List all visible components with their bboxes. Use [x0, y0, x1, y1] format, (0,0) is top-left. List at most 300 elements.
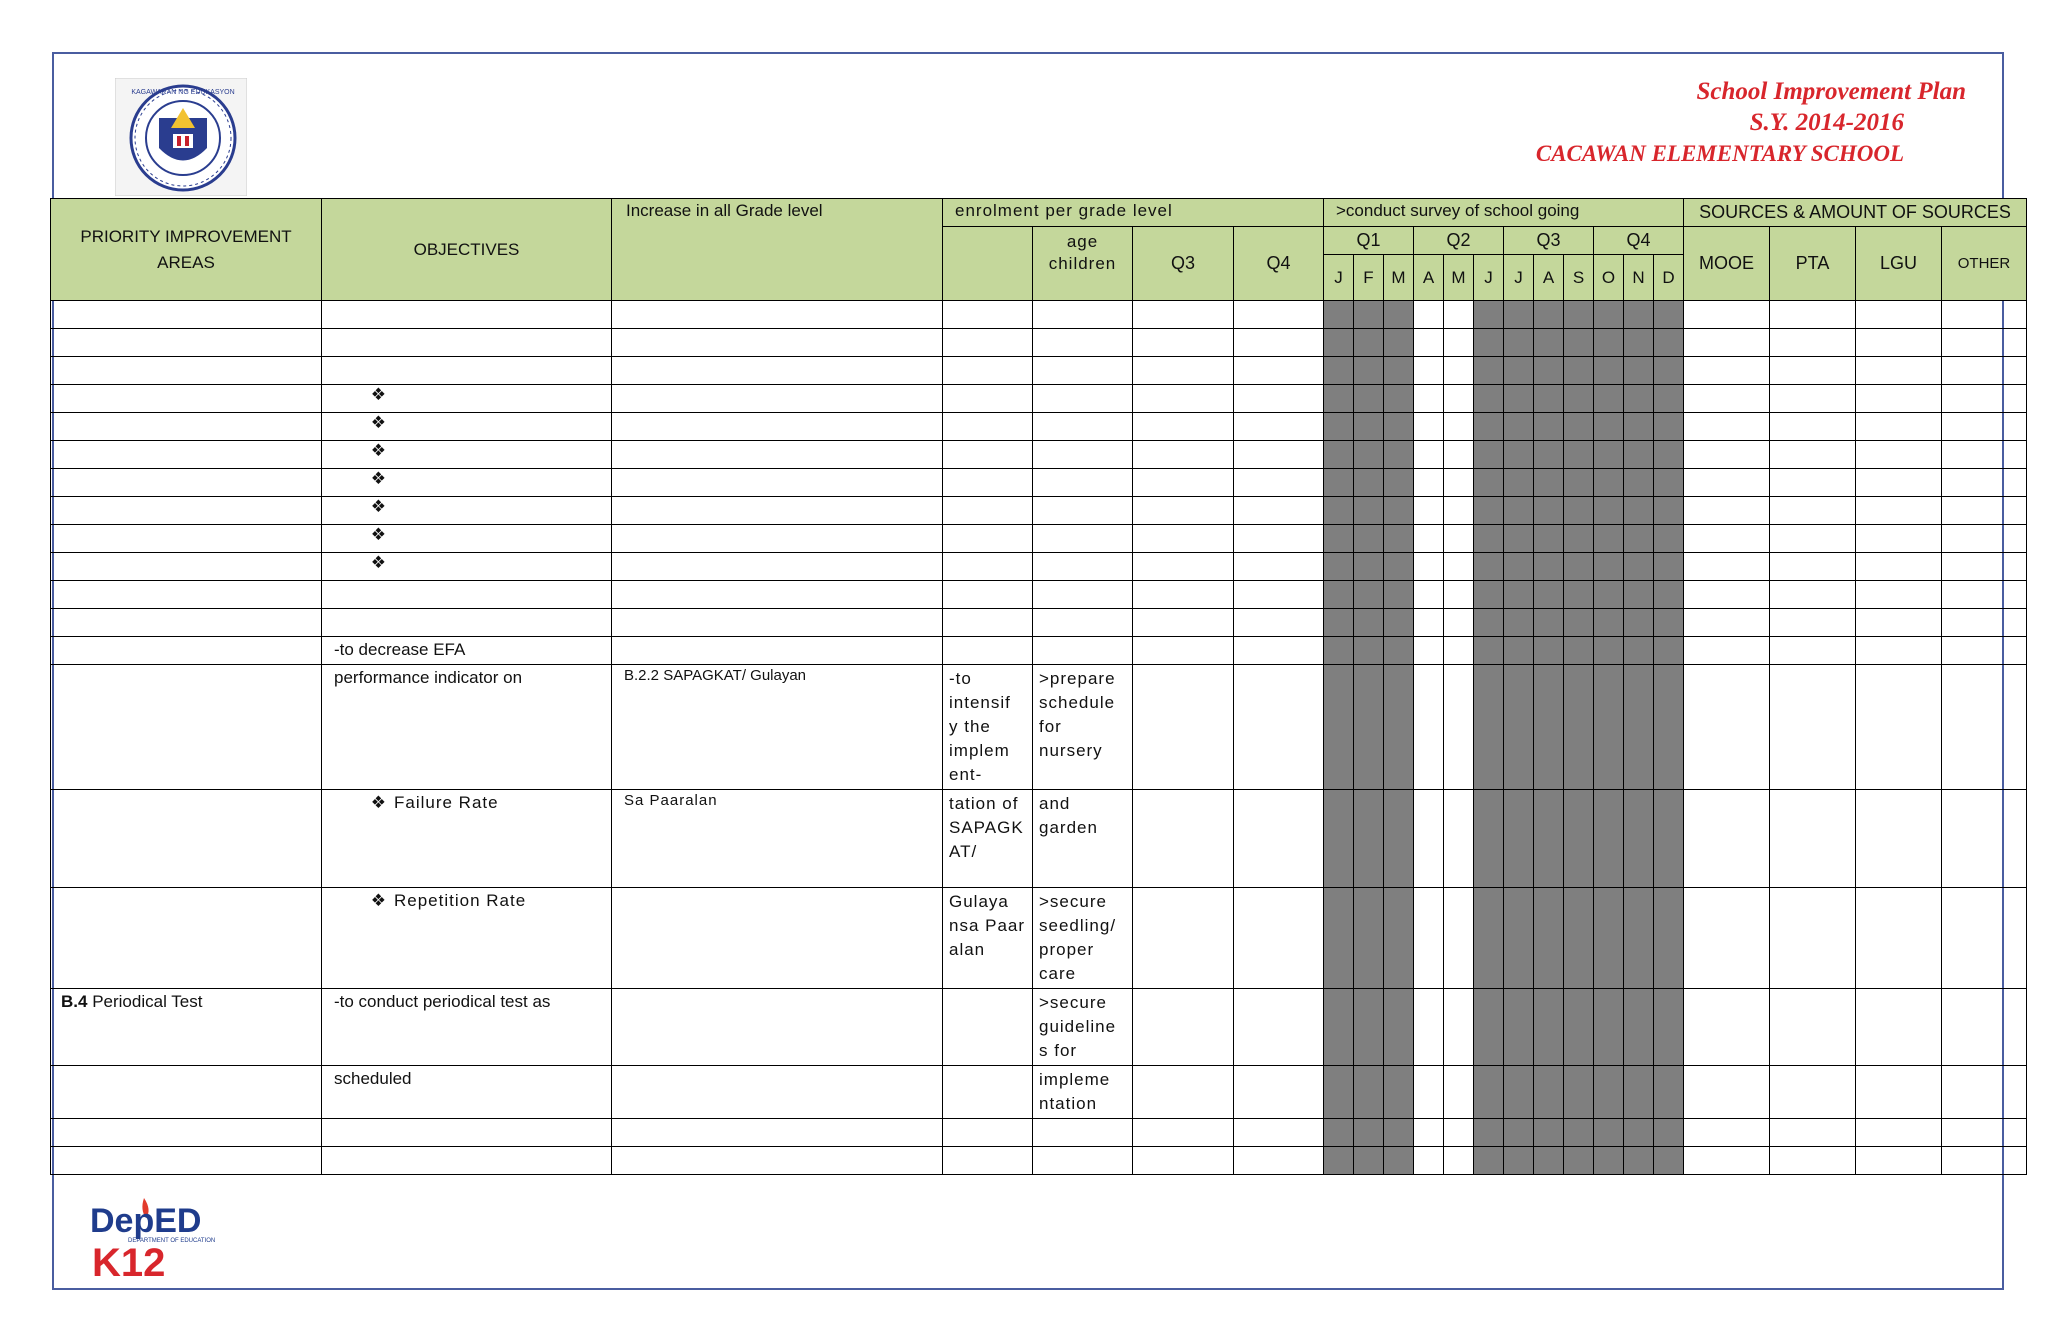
table-cell — [1414, 637, 1444, 665]
month-shaded-cell — [1654, 525, 1684, 553]
cell-sa-paaralan: Sa Paaralan — [624, 792, 718, 809]
month-shaded-cell — [1594, 385, 1624, 413]
month-shaded-cell — [1534, 790, 1564, 888]
month-shaded-cell — [1384, 329, 1414, 357]
month-shaded-cell — [1564, 441, 1594, 469]
table-cell — [1444, 469, 1474, 497]
month-shaded-cell — [1624, 441, 1654, 469]
month-shaded-cell — [1474, 385, 1504, 413]
table-cell — [1133, 357, 1234, 385]
month-shaded-cell — [1564, 1147, 1594, 1175]
table-cell — [1444, 385, 1474, 413]
table-cell — [51, 413, 322, 441]
table-row — [51, 637, 2027, 665]
table-cell — [1856, 888, 1942, 989]
month-shaded-cell — [1594, 888, 1624, 989]
month-shaded-cell — [1504, 1066, 1534, 1119]
table-cell — [1444, 525, 1474, 553]
month-shaded-cell — [1534, 469, 1564, 497]
month-shaded-cell — [1504, 888, 1534, 989]
month-shaded-cell — [1504, 665, 1534, 790]
table-cell — [51, 469, 322, 497]
month-shaded-cell — [1564, 329, 1594, 357]
table-row — [51, 553, 2027, 581]
month-shaded-cell — [1504, 525, 1534, 553]
month-shaded-cell — [1564, 553, 1594, 581]
table-cell — [1033, 609, 1133, 637]
header-mooe: MOOE — [1684, 227, 1770, 301]
table-cell — [322, 385, 612, 413]
month-shaded-cell — [1474, 469, 1504, 497]
month-shaded-cell — [1324, 1119, 1354, 1147]
month-shaded-cell — [1654, 1066, 1684, 1119]
header-month: J — [1504, 255, 1534, 301]
month-shaded-cell — [1594, 329, 1624, 357]
cell-activity-and-garden: and garden — [1033, 790, 1133, 888]
header-month: M — [1384, 255, 1414, 301]
month-shaded-cell — [1504, 637, 1534, 665]
table-cell — [1133, 1066, 1234, 1119]
table-cell — [1444, 888, 1474, 989]
table-cell — [322, 1147, 612, 1175]
month-shaded-cell — [1474, 1147, 1504, 1175]
table-cell — [1942, 888, 2027, 989]
table-cell — [1942, 385, 2027, 413]
table-cell — [322, 1066, 612, 1119]
month-shaded-cell — [1384, 790, 1414, 888]
table-cell — [1414, 581, 1444, 609]
month-shaded-cell — [1324, 989, 1354, 1066]
table-cell — [322, 413, 612, 441]
table-cell — [322, 497, 612, 525]
month-shaded-cell — [1384, 553, 1414, 581]
table-cell — [51, 1147, 322, 1175]
table-cell — [1942, 637, 2027, 665]
bullet-icon: ❖ — [370, 793, 386, 812]
table-cell — [322, 469, 612, 497]
month-shaded-cell — [1354, 441, 1384, 469]
table-cell — [1033, 357, 1133, 385]
table-cell — [1684, 665, 1770, 790]
header-conduct-survey: >conduct survey of school going — [1324, 199, 1684, 227]
header-month: F — [1354, 255, 1384, 301]
month-shaded-cell — [1534, 637, 1564, 665]
table-cell — [1414, 329, 1444, 357]
table-cell — [1033, 413, 1133, 441]
month-shaded-cell — [1384, 609, 1414, 637]
table-row — [51, 790, 2027, 888]
table-row — [51, 1066, 2027, 1119]
table-cell — [51, 888, 322, 989]
table-cell — [1133, 1147, 1234, 1175]
table-cell — [1942, 525, 2027, 553]
month-shaded-cell — [1624, 385, 1654, 413]
table-cell — [1234, 413, 1324, 441]
table-cell — [1234, 1147, 1324, 1175]
month-shaded-cell — [1654, 357, 1684, 385]
month-shaded-cell — [1654, 329, 1684, 357]
month-shaded-cell — [1474, 357, 1504, 385]
table-cell — [1770, 525, 1856, 553]
svg-text:KAGAWARAN NG EDUKASYON: KAGAWARAN NG EDUKASYON — [131, 89, 235, 96]
table-cell — [1033, 525, 1133, 553]
month-shaded-cell — [1324, 301, 1354, 329]
header-month: D — [1654, 255, 1684, 301]
table-row — [51, 413, 2027, 441]
table-cell — [1234, 609, 1324, 637]
objective-decrease-efa: -to decrease EFA — [334, 640, 466, 659]
table-cell — [1856, 441, 1942, 469]
table-cell — [1856, 1066, 1942, 1119]
month-shaded-cell — [1534, 329, 1564, 357]
table-cell — [1133, 637, 1234, 665]
table-row — [51, 581, 2027, 609]
table-cell — [1942, 553, 2027, 581]
table-cell — [1033, 329, 1133, 357]
table-cell — [322, 525, 612, 553]
header-age-children: age children — [1033, 227, 1133, 301]
month-shaded-cell — [1654, 989, 1684, 1066]
table-cell — [1856, 989, 1942, 1066]
table-cell — [1133, 497, 1234, 525]
table-cell — [1414, 301, 1444, 329]
month-shaded-cell — [1324, 581, 1354, 609]
month-shaded-cell — [1504, 1119, 1534, 1147]
table-cell — [612, 637, 943, 665]
month-shaded-cell — [1474, 989, 1504, 1066]
month-shaded-cell — [1654, 1119, 1684, 1147]
month-shaded-cell — [1564, 790, 1594, 888]
table-cell — [1942, 329, 2027, 357]
month-shaded-cell — [1654, 497, 1684, 525]
header-month: A — [1414, 255, 1444, 301]
table-cell — [1942, 1119, 2027, 1147]
table-cell — [1942, 441, 2027, 469]
month-shaded-cell — [1474, 790, 1504, 888]
month-shaded-cell — [1564, 413, 1594, 441]
table-cell — [322, 581, 612, 609]
month-shaded-cell — [1354, 329, 1384, 357]
table-cell — [1444, 581, 1474, 609]
month-shaded-cell — [1384, 301, 1414, 329]
table-cell — [1444, 497, 1474, 525]
table-cell — [1033, 301, 1133, 329]
table-cell — [612, 665, 943, 790]
table-row — [51, 525, 2027, 553]
month-shaded-cell — [1324, 441, 1354, 469]
table-cell — [51, 441, 322, 469]
table-cell — [51, 989, 322, 1066]
table-cell — [1444, 1147, 1474, 1175]
table-cell — [1133, 665, 1234, 790]
table-cell — [51, 553, 322, 581]
month-shaded-cell — [1564, 581, 1594, 609]
month-shaded-cell — [1504, 581, 1534, 609]
table-cell — [1770, 413, 1856, 441]
table-cell — [1444, 441, 1474, 469]
table-cell — [322, 357, 612, 385]
table-cell — [1234, 301, 1324, 329]
table-cell — [1684, 888, 1770, 989]
table-cell — [612, 1147, 943, 1175]
table-cell — [1033, 637, 1133, 665]
month-shaded-cell — [1354, 665, 1384, 790]
table-row — [51, 385, 2027, 413]
table-cell — [1856, 609, 1942, 637]
month-shaded-cell — [1564, 609, 1594, 637]
table-cell — [1033, 581, 1133, 609]
month-shaded-cell — [1474, 1119, 1504, 1147]
table-cell — [322, 329, 612, 357]
table-cell — [1770, 357, 1856, 385]
table-cell — [51, 329, 322, 357]
table-cell — [612, 525, 943, 553]
month-shaded-cell — [1474, 888, 1504, 989]
month-shaded-cell — [1324, 329, 1354, 357]
table-cell — [1856, 581, 1942, 609]
table-cell — [1770, 497, 1856, 525]
month-shaded-cell — [1594, 790, 1624, 888]
cell-activity-prepare-schedule: >prepare schedule for nursery — [1033, 665, 1133, 790]
cell-activity-secure-guidelines: >secure guideline s for — [1033, 989, 1133, 1066]
objective-performance-indicator: performance indicator on — [334, 668, 523, 687]
month-shaded-cell — [1474, 301, 1504, 329]
month-shaded-cell — [1594, 469, 1624, 497]
month-shaded-cell — [1384, 637, 1414, 665]
month-shaded-cell — [1384, 1119, 1414, 1147]
svg-text:DEPARTMENT OF EDUCATION: DEPARTMENT OF EDUCATION — [128, 1238, 216, 1244]
table-cell — [1234, 1119, 1324, 1147]
month-shaded-cell — [1594, 441, 1624, 469]
table-cell — [1942, 497, 2027, 525]
area-b4-periodical-test: Periodical Test — [92, 992, 203, 1011]
table-cell — [943, 357, 1033, 385]
table-cell — [1856, 385, 1942, 413]
table-cell — [1444, 413, 1474, 441]
table-cell — [1234, 357, 1324, 385]
table-cell — [1770, 385, 1856, 413]
month-shaded-cell — [1504, 357, 1534, 385]
month-shaded-cell — [1354, 609, 1384, 637]
month-shaded-cell — [1534, 1066, 1564, 1119]
bullet-icon: ❖ — [370, 441, 386, 460]
month-shaded-cell — [1354, 637, 1384, 665]
month-shaded-cell — [1624, 357, 1654, 385]
table-cell — [322, 441, 612, 469]
table-cell — [943, 441, 1033, 469]
month-shaded-cell — [1324, 413, 1354, 441]
table-cell — [1444, 329, 1474, 357]
table-cell — [1414, 497, 1444, 525]
table-cell — [51, 301, 322, 329]
table-cell — [1942, 581, 2027, 609]
table-cell — [943, 637, 1033, 665]
month-shaded-cell — [1354, 1066, 1384, 1119]
month-shaded-cell — [1504, 609, 1534, 637]
month-shaded-cell — [1594, 989, 1624, 1066]
month-shaded-cell — [1594, 609, 1624, 637]
month-shaded-cell — [1594, 301, 1624, 329]
table-row — [51, 469, 2027, 497]
month-shaded-cell — [1624, 790, 1654, 888]
plan-title: School Improvement Plan — [1696, 78, 1966, 105]
month-shaded-cell — [1624, 469, 1654, 497]
month-shaded-cell — [1504, 385, 1534, 413]
table-cell — [1770, 1066, 1856, 1119]
month-shaded-cell — [1564, 989, 1594, 1066]
table-cell — [943, 1119, 1033, 1147]
table-cell — [1684, 357, 1770, 385]
header-objectives: OBJECTIVES — [322, 199, 612, 301]
month-shaded-cell — [1624, 553, 1654, 581]
table-cell — [1033, 441, 1133, 469]
month-shaded-cell — [1324, 1147, 1354, 1175]
month-shaded-cell — [1624, 581, 1654, 609]
month-shaded-cell — [1384, 413, 1414, 441]
objective-repetition-rate: Repetition Rate — [394, 891, 527, 910]
table-cell — [612, 609, 943, 637]
table-cell — [1033, 469, 1133, 497]
table-cell — [1856, 301, 1942, 329]
table-cell — [612, 329, 943, 357]
month-shaded-cell — [1324, 385, 1354, 413]
table-cell — [1942, 609, 2027, 637]
table-cell — [1684, 385, 1770, 413]
month-shaded-cell — [1474, 609, 1504, 637]
month-shaded-cell — [1354, 581, 1384, 609]
month-shaded-cell — [1384, 469, 1414, 497]
month-shaded-cell — [1504, 469, 1534, 497]
header-lgu: LGU — [1856, 227, 1942, 301]
table-cell — [943, 1066, 1033, 1119]
table-cell — [1234, 469, 1324, 497]
table-cell — [1942, 301, 2027, 329]
table-cell — [1770, 609, 1856, 637]
month-shaded-cell — [1354, 888, 1384, 989]
table-cell — [1684, 1147, 1770, 1175]
deped-seal-logo — [115, 78, 247, 196]
school-year: S.Y. 2014-2016 — [1749, 109, 1904, 136]
table-cell — [51, 790, 322, 888]
header-quarter-4: Q4 — [1594, 227, 1684, 255]
month-shaded-cell — [1354, 413, 1384, 441]
table-cell — [1770, 665, 1856, 790]
table-cell — [1133, 790, 1234, 888]
table-cell — [1414, 553, 1444, 581]
table-cell — [1770, 637, 1856, 665]
table-cell — [1133, 989, 1234, 1066]
table-cell — [1684, 413, 1770, 441]
table-cell — [51, 609, 322, 637]
table-cell — [943, 525, 1033, 553]
table-cell — [322, 609, 612, 637]
table-row — [51, 441, 2027, 469]
month-shaded-cell — [1534, 385, 1564, 413]
month-shaded-cell — [1354, 989, 1384, 1066]
table-cell — [1234, 637, 1324, 665]
table-cell — [1942, 1147, 2027, 1175]
table-cell — [51, 357, 322, 385]
header-blank-cell — [943, 227, 1033, 301]
table-cell — [1133, 413, 1234, 441]
month-shaded-cell — [1654, 581, 1684, 609]
month-shaded-cell — [1654, 385, 1684, 413]
month-shaded-cell — [1474, 665, 1504, 790]
cell-b22-sapagkat: B.2.2 SAPAGKAT/ Gulayan — [624, 667, 807, 684]
header-q3: Q3 — [1133, 227, 1234, 301]
objective-scheduled: scheduled — [334, 1069, 412, 1088]
month-shaded-cell — [1564, 497, 1594, 525]
month-shaded-cell — [1354, 497, 1384, 525]
table-cell — [612, 1066, 943, 1119]
svg-text:DepED: DepED — [90, 1202, 202, 1240]
month-shaded-cell — [1594, 637, 1624, 665]
month-shaded-cell — [1474, 441, 1504, 469]
table-cell — [1133, 609, 1234, 637]
table-cell — [1770, 1147, 1856, 1175]
month-shaded-cell — [1534, 609, 1564, 637]
cell-activity-secure-seedling: >secure seedling/ proper care — [1033, 888, 1133, 989]
table-cell — [1856, 665, 1942, 790]
month-shaded-cell — [1654, 553, 1684, 581]
table-cell — [612, 441, 943, 469]
header-month: M — [1444, 255, 1474, 301]
table-cell — [1684, 301, 1770, 329]
table-cell — [1942, 469, 2027, 497]
month-shaded-cell — [1534, 525, 1564, 553]
month-shaded-cell — [1324, 525, 1354, 553]
table-cell — [1414, 525, 1444, 553]
table-cell — [1684, 525, 1770, 553]
table-cell — [1133, 1119, 1234, 1147]
month-shaded-cell — [1624, 525, 1654, 553]
month-shaded-cell — [1534, 301, 1564, 329]
month-shaded-cell — [1654, 301, 1684, 329]
table-cell — [1444, 553, 1474, 581]
month-shaded-cell — [1654, 413, 1684, 441]
month-shaded-cell — [1624, 1066, 1654, 1119]
table-cell — [1770, 469, 1856, 497]
header-month: S — [1564, 255, 1594, 301]
table-cell — [51, 1119, 322, 1147]
cell-strategy-gulayan: Gulaya nsa Paar alan — [943, 888, 1033, 989]
month-shaded-cell — [1324, 609, 1354, 637]
month-shaded-cell — [1564, 385, 1594, 413]
month-shaded-cell — [1654, 441, 1684, 469]
month-shaded-cell — [1624, 329, 1654, 357]
month-shaded-cell — [1564, 357, 1594, 385]
table-cell — [1133, 329, 1234, 357]
table-row — [51, 989, 2027, 1066]
table-cell — [1033, 385, 1133, 413]
table-cell — [1856, 1119, 1942, 1147]
bullet-icon: ❖ — [370, 497, 386, 516]
header-month: J — [1474, 255, 1504, 301]
table-cell — [612, 888, 943, 989]
month-shaded-cell — [1594, 357, 1624, 385]
table-cell — [943, 329, 1033, 357]
month-shaded-cell — [1594, 413, 1624, 441]
table-cell — [51, 385, 322, 413]
table-cell — [322, 1119, 612, 1147]
header-priority-areas: PRIORITY IMPROVEMENT AREAS — [51, 199, 322, 301]
month-shaded-cell — [1624, 665, 1654, 790]
month-shaded-cell — [1654, 609, 1684, 637]
table-cell — [322, 665, 612, 790]
header-sources: SOURCES & AMOUNT OF SOURCES — [1684, 199, 2027, 227]
table-cell — [322, 888, 612, 989]
table-cell — [1684, 790, 1770, 888]
